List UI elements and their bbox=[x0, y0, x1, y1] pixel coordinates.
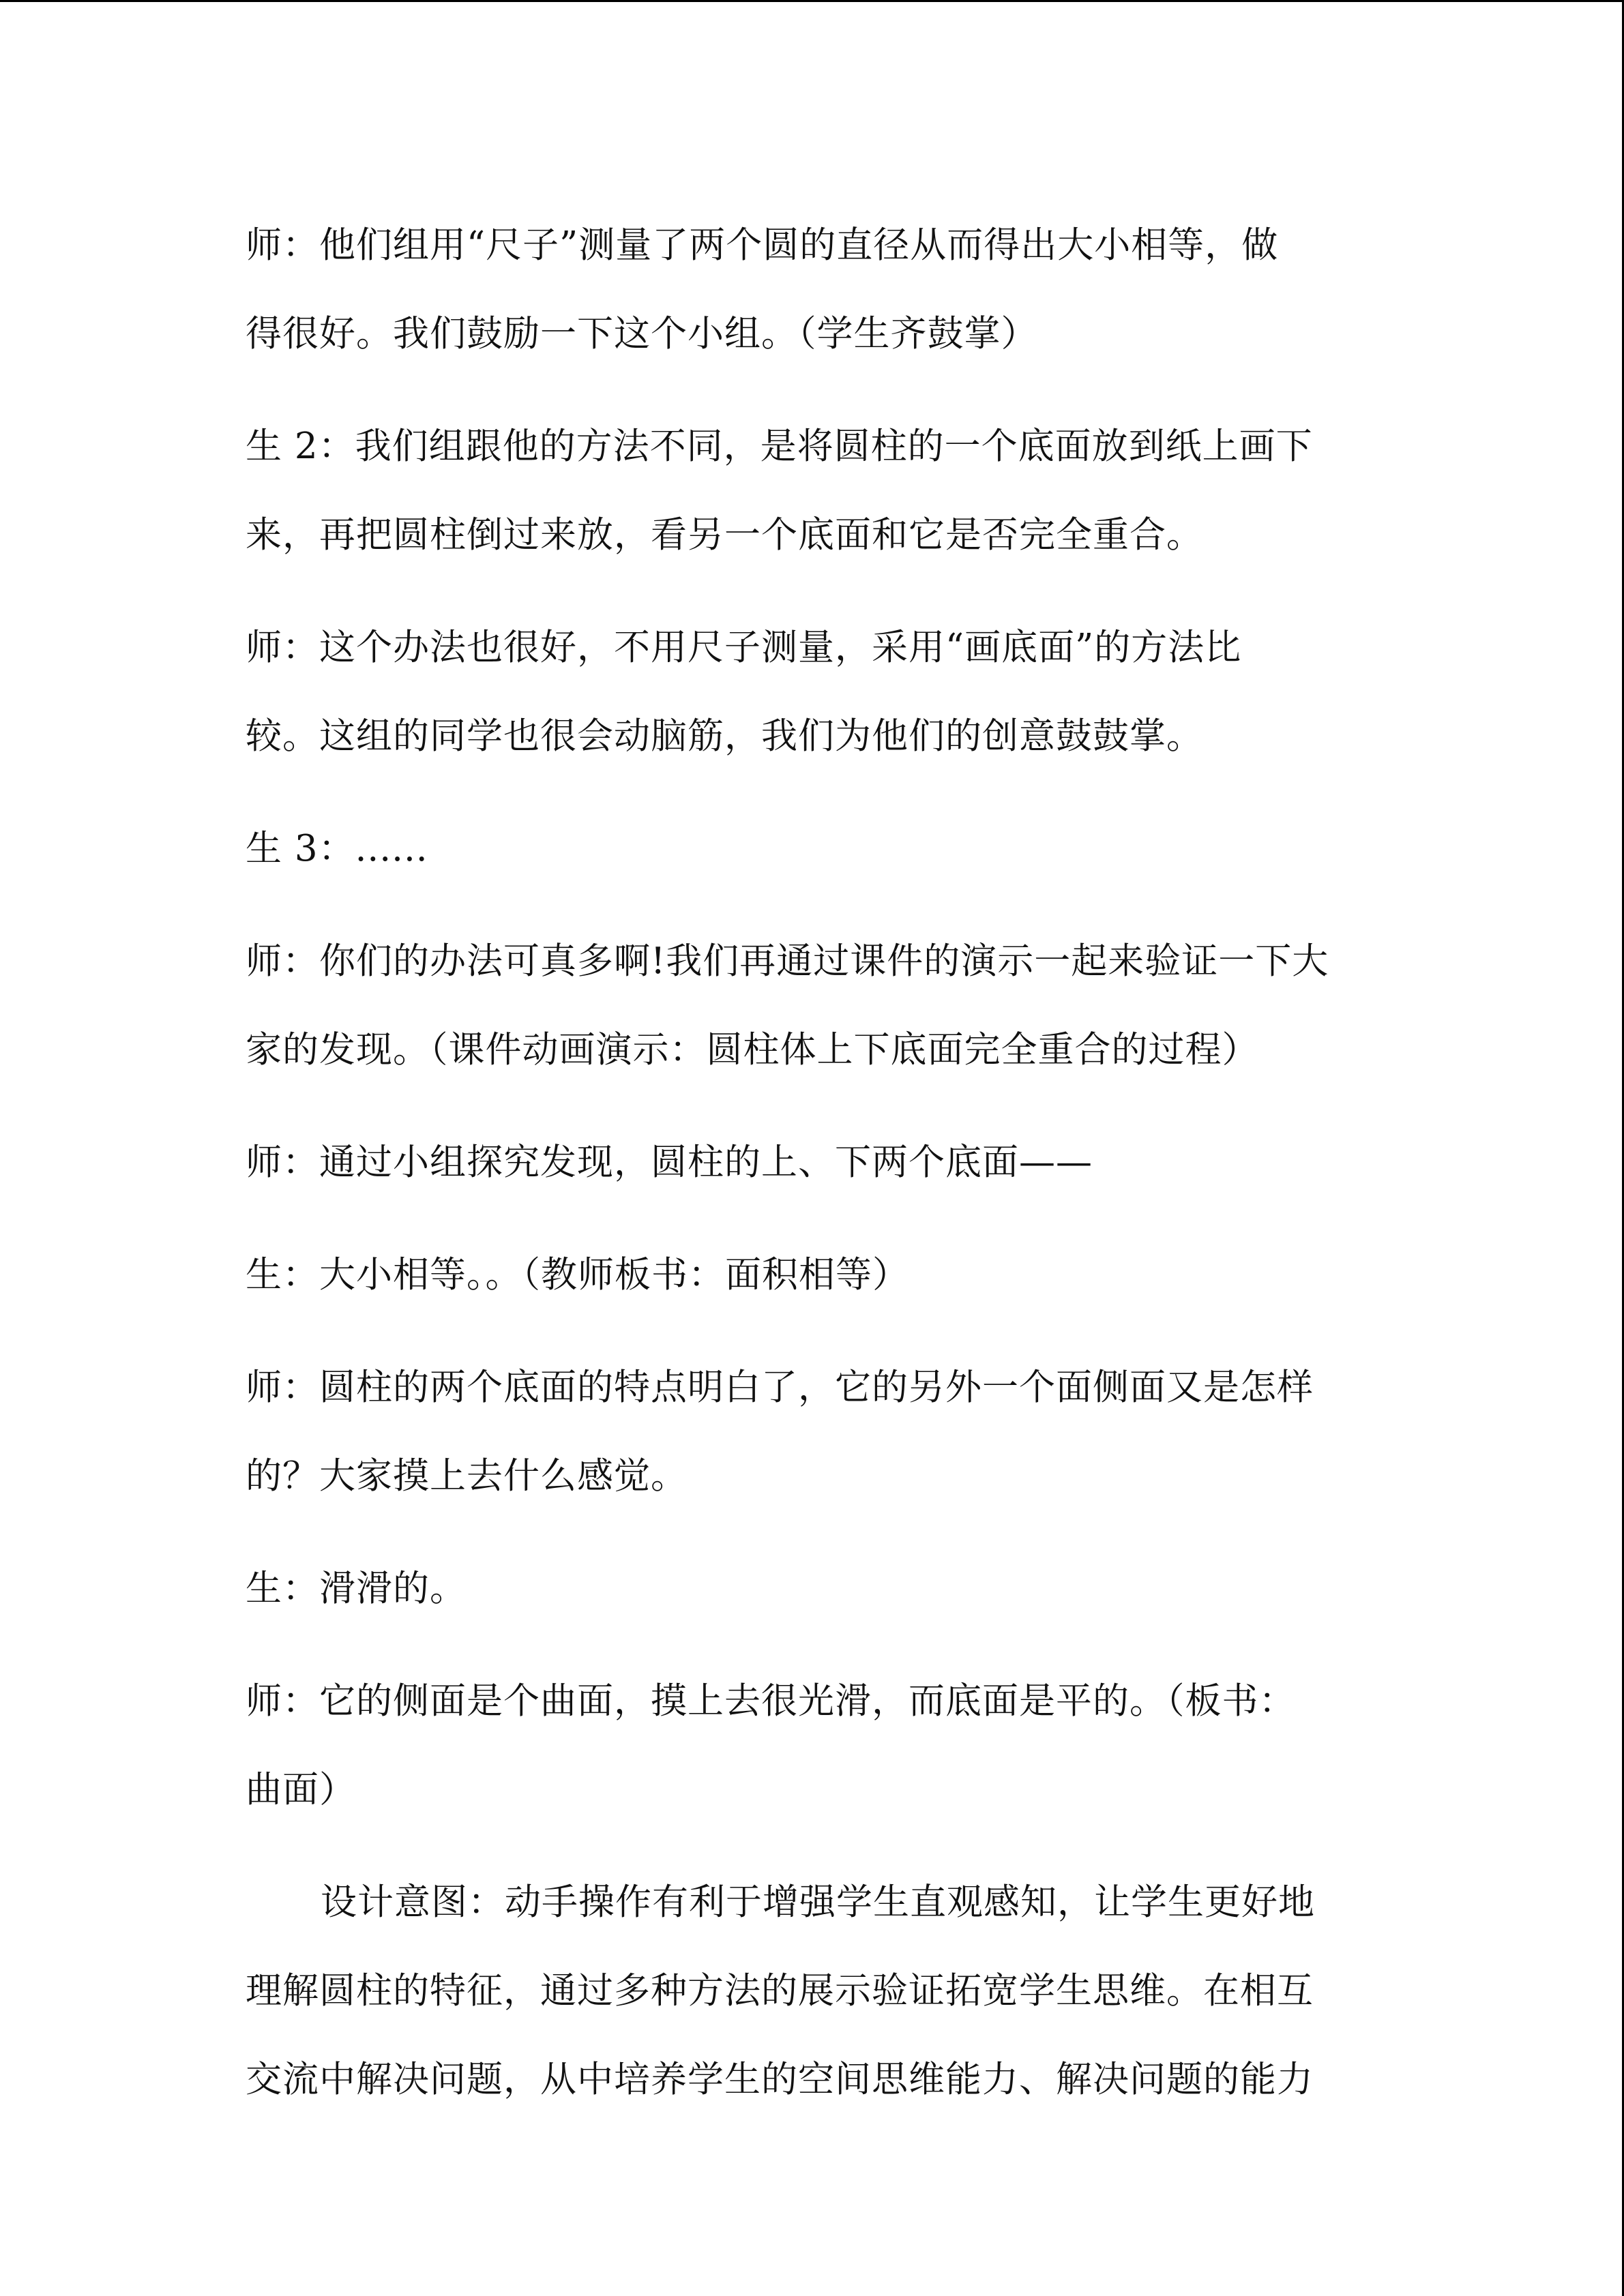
text-line: 理解圆柱的特征，通过多种方法的展示验证拓宽学生思维。在相互 bbox=[246, 1970, 1314, 2012]
paragraph-design-intent bbox=[246, 1858, 1378, 2124]
paragraph-teacher-ruler bbox=[246, 201, 1378, 378]
paragraph-student-smooth bbox=[246, 1545, 1378, 1633]
paragraph-student-3 bbox=[246, 805, 1378, 893]
text-line: 家的发现。（课件动画演示：圆柱体上下底面完全重合的过程） bbox=[246, 1029, 1259, 1071]
text-line: 的？大家摸上去什么感觉。 bbox=[246, 1455, 688, 1497]
text-line: 曲面） bbox=[246, 1769, 356, 1810]
paragraph-student-2 bbox=[246, 402, 1378, 580]
text-line: 得很好。我们鼓励一下这个小组。（学生齐鼓掌） bbox=[246, 313, 1038, 355]
paragraph-teacher-draw-base bbox=[246, 603, 1378, 781]
text-line: 来，再把圆柱倒过来放，看另一个底面和它是否完全重合。 bbox=[246, 514, 1203, 556]
paragraph-teacher-curved-surface bbox=[246, 1657, 1378, 1834]
text-line: 设计意图：动手操作有利于增强学生直观感知，让学生更好地 bbox=[321, 1881, 1315, 1923]
paragraph-teacher-discovery bbox=[246, 1118, 1378, 1207]
page-border-top bbox=[0, 0, 1624, 2]
text-line: 生 3：...... bbox=[246, 828, 428, 869]
document-body bbox=[246, 201, 1378, 2148]
text-line: 较。这组的同学也很会动脑筋，我们为他们的创意鼓鼓掌。 bbox=[246, 715, 1203, 757]
text-line: 生 2：我们组跟他的方法不同，是将圆柱的一个底面放到纸上画下 bbox=[246, 426, 1313, 467]
text-line: 师：你们的办法可真多啊!我们再通过课件的演示一起来验证一下大 bbox=[246, 940, 1329, 982]
text-line: 师：通过小组探究发现，圆柱的上、下两个底面—— bbox=[246, 1142, 1093, 1183]
text-line: 师：它的侧面是个曲面，摸上去很光滑，而底面是平的。（板书： bbox=[246, 1680, 1296, 1722]
paragraph-student-equal bbox=[246, 1231, 1378, 1320]
text-line: 师：他们组用“尺子”测量了两个圆的直径从而得出大小相等，做 bbox=[246, 224, 1279, 266]
paragraph-teacher-side-question bbox=[246, 1343, 1378, 1521]
text-line: 交流中解决问题，从中培养学生的空间思维能力、解决问题的能力 bbox=[246, 2059, 1314, 2100]
text-line: 师：这个办法也很好，不用尺子测量，采用“画底面”的方法比 bbox=[246, 627, 1242, 668]
text-line: 生：大小相等。。（教师板书：面积相等） bbox=[246, 1254, 909, 1296]
text-line: 师：圆柱的两个底面的特点明白了，它的另外一个面侧面又是怎样 bbox=[246, 1367, 1314, 1408]
paragraph-teacher-courseware bbox=[246, 917, 1378, 1094]
text-line: 生：滑滑的。 bbox=[246, 1568, 467, 1609]
